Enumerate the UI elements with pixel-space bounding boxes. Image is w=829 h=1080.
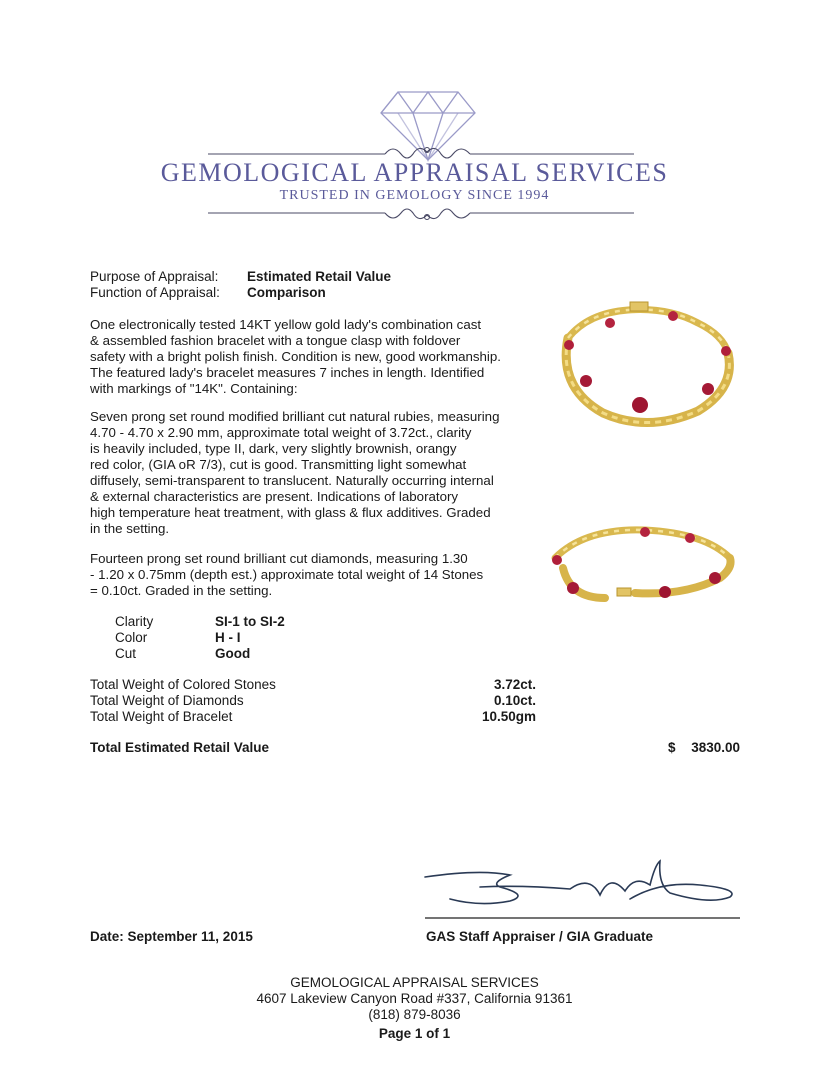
diamond-line: - 1.20 x 0.75mm (depth est.) approximate total weight of 14 Stones [90, 567, 484, 582]
function-label: Function of Appraisal: [90, 285, 220, 300]
footer-phone: (818) 879-8036 [368, 1007, 461, 1022]
color-label: Color [115, 630, 148, 645]
total-diamonds-value: 0.10ct. [493, 693, 536, 708]
ruby-line: in the setting. [90, 521, 170, 536]
appraiser-title: GAS Staff Appraiser / GIA Graduate [426, 929, 654, 944]
retail-value-label: Total Estimated Retail Value [90, 740, 270, 755]
color-value: H - I [215, 630, 241, 645]
purpose-value: Estimated Retail Value [247, 269, 392, 284]
footer-address: 4607 Lakeview Canyon Road #337, California 91361 [256, 991, 573, 1006]
ruby-line: Seven prong set round modified brilliant cut natural rubies, measuring [90, 409, 500, 424]
description-line: & assembled fashion bracelet with a tongue clasp with foldover [90, 333, 461, 348]
company-title: GEMOLOGICAL APPRAISAL SERVICES [160, 158, 669, 187]
total-diamonds-label: Total Weight of Diamonds [90, 693, 244, 708]
ruby-description [90, 409, 520, 537]
ornament-divider-bottom [208, 209, 634, 220]
description-line: The featured lady's bracelet measures 7 inches in length. Identified [90, 365, 485, 380]
purpose-label: Purpose of Appraisal: [90, 269, 219, 284]
ruby-line: 4.70 - 4.70 x 2.90 mm, approximate total weight of 3.72ct., clarity [90, 425, 472, 440]
bracelet-photo-top [548, 293, 743, 438]
total-bracelet-label: Total Weight of Bracelet [90, 709, 233, 724]
diamond-line: = 0.10ct. Graded in the setting. [90, 583, 273, 598]
ruby-line: red color, (GIA oR 7/3), cut is good. Transmitting light somewhat [90, 457, 467, 472]
description-line: safety with a bright polish finish. Condition is new, good workmanship. [90, 349, 501, 364]
description-line: with markings of "14K". Containing: [90, 381, 298, 396]
total-bracelet-value: 10.50gm [481, 709, 536, 724]
diamond-line: Fourteen prong set round brilliant cut diamonds, measuring 1.30 [90, 551, 468, 566]
footer-company: GEMOLOGICAL APPRAISAL SERVICES [290, 975, 539, 990]
clarity-label: Clarity [115, 614, 154, 629]
currency-symbol: $ [668, 740, 676, 755]
page-number: Page 1 of 1 [378, 1026, 451, 1041]
company-tagline: TRUSTED IN GEMOLOGY SINCE 1994 [279, 188, 550, 203]
total-colored-label: Total Weight of Colored Stones [90, 677, 276, 692]
retail-value-amount: 3830.00 [691, 740, 740, 755]
description-line: One electronically tested 14KT yellow gold lady's combination cast [90, 317, 482, 332]
item-description [90, 317, 520, 397]
appraiser-signature [420, 855, 750, 925]
ruby-line: is heavily included, type II, dark, very slightly brownish, orangy [90, 441, 457, 456]
function-value: Comparison [247, 285, 326, 300]
ruby-line: diffusely, semi-transparent to translucent. Naturally occurring internal [90, 473, 494, 488]
appraisal-date: Date: September 11, 2015 [90, 929, 253, 944]
ruby-line: & external characteristics are present. Indications of laboratory [90, 489, 459, 504]
clarity-value: SI-1 to SI-2 [215, 614, 285, 629]
total-colored-value: 3.72ct. [493, 677, 536, 692]
cut-value: Good [215, 646, 251, 661]
ruby-line: high temperature heat treatment, with glass & flux additives. Graded [90, 505, 491, 520]
diamond-description [90, 551, 520, 599]
cut-label: Cut [115, 646, 137, 661]
bracelet-photo-bottom [545, 518, 740, 618]
